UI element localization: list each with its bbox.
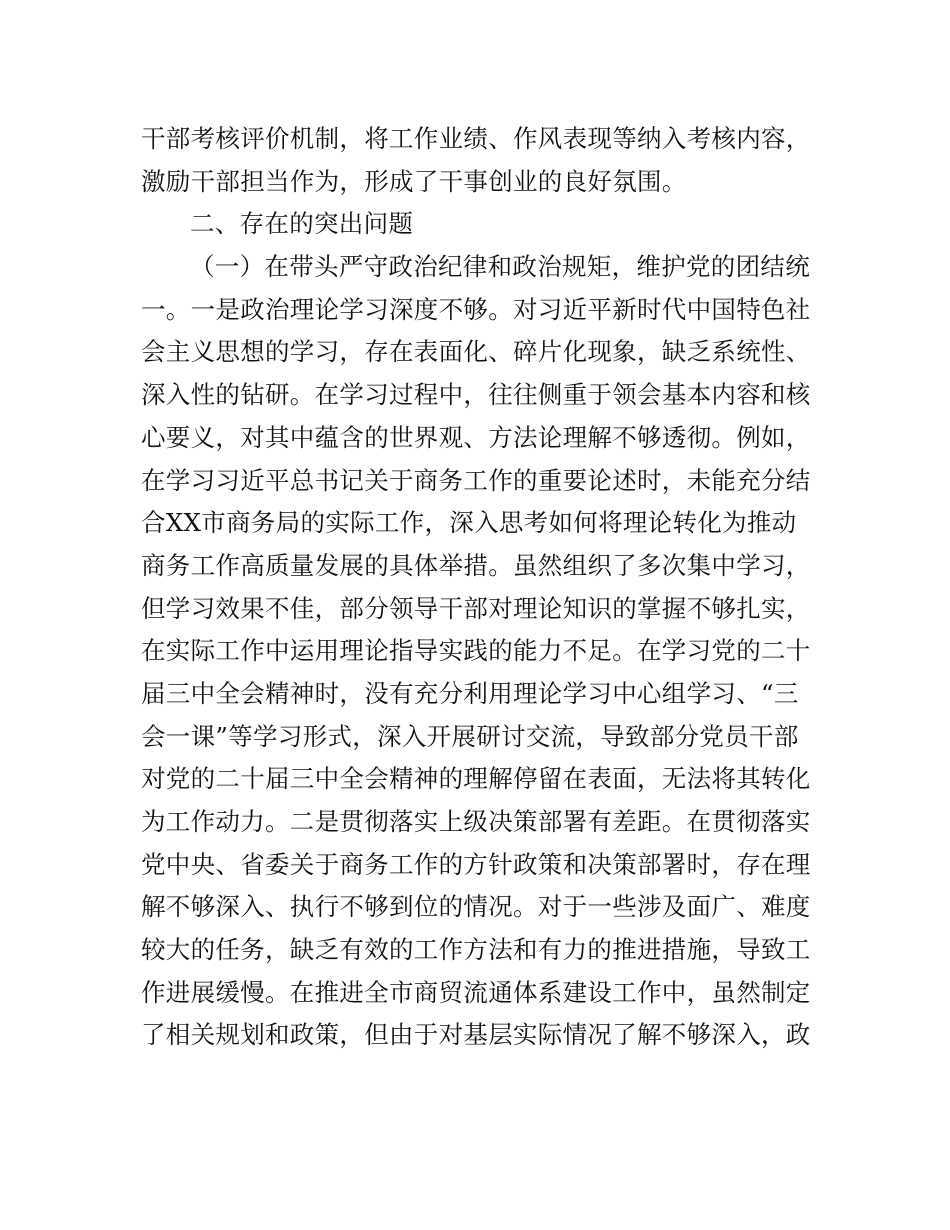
text-line: 在实际工作中运用理论指导实践的能力不足。在学习党的二十 xyxy=(141,636,811,666)
text-line: 在学习习近平总书记关于商务工作的重要论述时，未能充分结 xyxy=(141,465,811,495)
text-line: 干部考核评价机制，将工作业绩、作风表现等纳入考核内容， xyxy=(141,124,811,153)
document-body xyxy=(141,118,813,1057)
text-line: 对党的二十届三中全会精神的理解停留在表面，无法将其转化 xyxy=(141,764,811,794)
text-line: 但学习效果不佳，部分领导干部对理论知识的掌握不够扎实， xyxy=(141,593,811,623)
text-line: 党中央、省委关于商务工作的方针政策和决策部署时，存在理 xyxy=(141,849,811,879)
text-line: 深入性的钻研。在学习过程中，往往侧重于领会基本内容和核 xyxy=(141,380,811,410)
text-line: 较大的任务，缺乏有效的工作方法和有力的推进措施，导致工 xyxy=(141,935,811,965)
text-line: 为工作动力。二是贯彻落实上级决策部署有差距。在贯彻落实 xyxy=(141,807,811,836)
text-line: （一）在带头严守政治纪律和政治规矩，维护党的团结统 xyxy=(190,252,810,282)
text-line: 合XX市商务局的实际工作，深入思考如何将理论转化为推动 xyxy=(141,508,797,538)
text-line: 一。一是政治理论学习深度不够。对习近平新时代中国特色社 xyxy=(141,294,811,324)
text-line: 激励干部担当作为，形成了干事创业的良好氛围。 xyxy=(141,166,687,196)
text-line: 商务工作高质量发展的具体举措。虽然组织了多次集中学习， xyxy=(141,550,811,580)
text-line: 会主义思想的学习，存在表面化、碎片化现象，缺乏系统性、 xyxy=(141,337,811,367)
text-line: 届三中全会精神时，没有充分利用理论学习中心组学习、“三 xyxy=(141,678,799,708)
section-heading: 二、存在的突出问题 xyxy=(190,209,414,239)
text-line: 会一课”等学习形式，深入开展研讨交流，导致部分党员干部 xyxy=(141,721,799,751)
text-line: 心要义，对其中蕴含的世界观、方法论理解不够透彻。例如， xyxy=(141,422,811,452)
text-line: 解不够深入、执行不够到位的情况。对于一些涉及面广、难度 xyxy=(141,892,811,922)
text-line: 了相关规划和政策，但由于对基层实际情况了解不够深入，政 xyxy=(141,1020,811,1050)
text-line: 作进展缓慢。在推进全市商贸流通体系建设工作中，虽然制定 xyxy=(141,977,811,1007)
